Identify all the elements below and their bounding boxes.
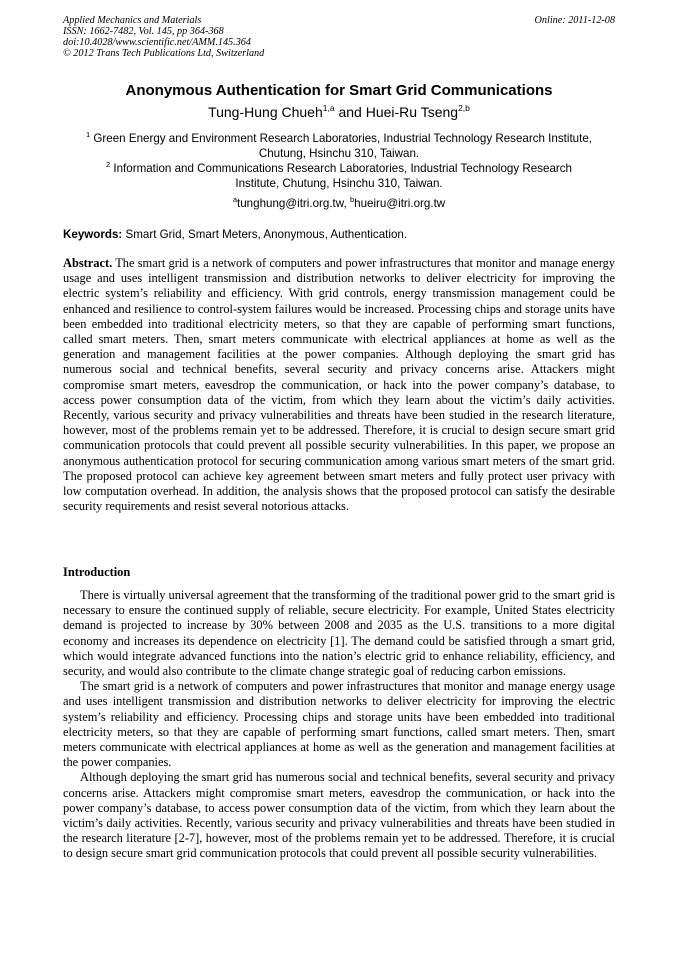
author-name: Huei-Ru Tseng bbox=[365, 104, 459, 120]
paper-title: Anonymous Authentication for Smart Grid Communications bbox=[125, 82, 553, 99]
author-line bbox=[63, 103, 615, 121]
author-name: Tung-Hung Chueh bbox=[208, 104, 323, 120]
section-heading-introduction: Introduction bbox=[63, 565, 131, 579]
paragraph: There is virtually universal agreement that the transforming of the traditional power grid to the smart grid is necessary to ensure the continued supply of reliable, secure electricity. For example, United States electricity demand is projected to increase by 30% between 2008 and 2035 as the U.S. transitions to a more digital economy and increases its dependence on electricity [1]. The demand could be satisfied through a smart grid, which would integrate advanced functions into the nation’s electric grid to enhance reliability, efficiency, and security, and would also contribute to the climate change strategic goal of reducing carbon emissions. bbox=[63, 588, 615, 679]
doi-line: doi:10.4028/www.scientific.net/AMM.145.364 bbox=[63, 37, 251, 48]
email-mark: a bbox=[232, 195, 237, 204]
affiliation-line: Chutung, Hsinchu 310, Taiwan. bbox=[258, 147, 420, 160]
affiliation-line: Green Energy and Environment Research Laboratories, Industrial Technology Research Institute, bbox=[93, 132, 592, 145]
author-affiliation-mark: 1,a bbox=[322, 103, 335, 113]
journal-header bbox=[63, 15, 615, 59]
journal-name: Applied Mechanics and Materials bbox=[63, 15, 202, 26]
online-date: Online: 2011-12-08 bbox=[534, 15, 615, 26]
email-address: hueiru@itri.org.tw bbox=[354, 197, 446, 210]
affiliation-1 bbox=[39, 131, 639, 161]
email-address: tunghung@itri.org.tw bbox=[237, 197, 344, 210]
abstract-label: Abstract. bbox=[63, 256, 113, 270]
keywords-text: Smart Grid, Smart Meters, Anonymous, Authentication. bbox=[122, 228, 408, 241]
email-separator: , bbox=[343, 197, 350, 210]
keywords bbox=[63, 227, 615, 242]
introduction-body bbox=[63, 588, 615, 862]
paragraph: Although deploying the smart grid has numerous social and technical benefits, several security and privacy concerns arise. Attackers might compromise smart meters, eavesdrop the communication, or hack into the power company’s database, to access power consumption data of the victim, from which they learn about the victim’s daily activities. Recently, various security and privacy vulnerabilities and threats have been studied in the research literature [2-7], however, most of the problems remain yet to be addressed. Therefore, it is crucial to design secure smart grid communication protocols that could prevent all possible security vulnerabilities. bbox=[63, 770, 615, 861]
affiliation-line: Information and Communications Research Laboratories, Industrial Technology Research bbox=[113, 162, 573, 175]
email-line bbox=[63, 196, 615, 211]
paragraph: The smart grid is a network of computers and power infrastructures that monitor and manage energy usage and uses intelligent transmission and distribution networks to deliver electricity for improving the electric system’s reliability and efficiency. Processing chips and storage units have been embedded into traditional electricity meters, so that they are capable of performing smart functions, called smart meters. Then, smart meters communicate with electrical appliances at home as well as the generation and management facilities at the power companies. bbox=[63, 679, 615, 770]
affiliation-2 bbox=[39, 161, 639, 191]
affiliation-number: 1 bbox=[86, 130, 91, 139]
abstract bbox=[63, 256, 615, 514]
copyright-line: © 2012 Trans Tech Publications Ltd, Switzerland bbox=[63, 48, 265, 59]
keywords-label: Keywords: bbox=[63, 228, 123, 241]
author-separator: and bbox=[334, 104, 366, 120]
email-mark: b bbox=[349, 195, 355, 204]
affiliation-number: 2 bbox=[105, 160, 111, 169]
author-affiliation-mark: 2,b bbox=[458, 103, 470, 113]
affiliation-line: Institute, Chutung, Hsinchu 310, Taiwan. bbox=[235, 177, 443, 190]
issn-line: ISSN: 1662-7482, Vol. 145, pp 364-368 bbox=[63, 26, 224, 37]
abstract-text: The smart grid is a network of computers and power infrastructures that monitor and manage energy usage and uses intelligent transmission and distribution networks to deliver electricity for improving the electric system’s reliability and efficiency. With grid controls, energy transmission management could be enhanced and resilience to control-system failures would be increased. Processing chips and storage units have been embedded into traditional electricity meters, so that they are capable of performing smart functions, called smart meters. Then, smart meters communicate with electrical appliances at home as well as the generation and management facilities at the power companies. Although deploying the smart grid has numerous social and technical benefits, several security and privacy concerns arise. Attackers might compromise smart meters, eavesdrop the communication, or hack into the power company’s database, to access power consumption data of the victim, from which they learn about the victim’s daily activities. Recently, various security and privacy vulnerabilities and threats have been studied in the research literature, however, most of the problems remain yet to be addressed. Therefore, it is crucial to design secure smart grid communication protocols that could prevent all possible security vulnerabilities. In this paper, we propose an anonymous authentication protocol for securing communication among various smart meters of the smart grid. The proposed protocol can achieve key agreement between smart meters and fully protect user privacy with low computation overhead. In addition, the analysis shows that the proposed protocol can satisfy the desirable security requirements and resist several notorious attacks. bbox=[63, 256, 615, 514]
